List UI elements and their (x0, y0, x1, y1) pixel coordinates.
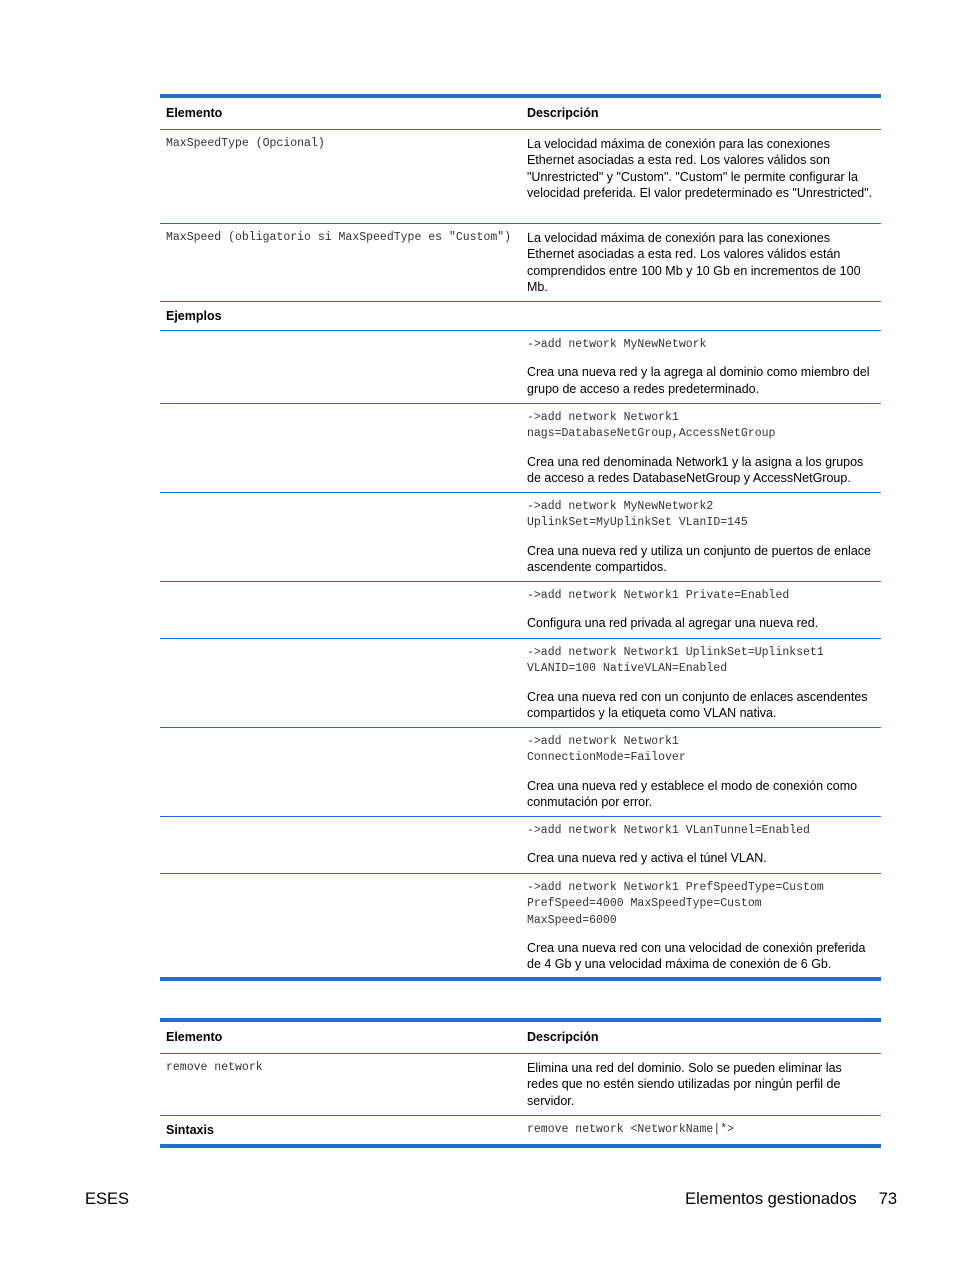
footer-section: Elementos gestionados (685, 1190, 857, 1208)
example-command: ->add network Network1 VLanTunnel=Enabled (527, 824, 810, 837)
example-row (160, 728, 881, 816)
footer-section-page (685, 1190, 897, 1209)
syntax-row (160, 1116, 881, 1144)
table-row (160, 130, 881, 223)
example-row (160, 493, 881, 581)
empty-cell (160, 582, 521, 638)
desc-maxspeedtype: La velocidad máxima de conexión para las conexiones Ethernet asociadas a esta red. Los valores válidos son "Unrestricted" y "Custom". "Custom" le permite configurar la velocidad preferida. El valor predeterminado es "Unrestricted". (527, 137, 873, 200)
example-command: ->add network MyNewNetwork2 UplinkSet=MyUplinkSet VLanID=145 (527, 500, 748, 530)
item-maxspeedtype: MaxSpeedType (Opcional) (166, 137, 325, 150)
example-description: Crea una nueva red y utiliza un conjunto de puertos de enlace ascendente compartidos. (527, 543, 871, 574)
header-descripcion: Descripción (527, 1030, 599, 1044)
example-row (160, 639, 881, 727)
empty-cell (160, 404, 521, 492)
footer-locale: ESES (85, 1190, 130, 1208)
empty-cell (160, 639, 521, 727)
table-bottom-rule (160, 977, 881, 981)
examples-label: Ejemplos (166, 309, 222, 323)
empty-cell (160, 728, 521, 816)
empty-cell (160, 493, 521, 581)
example-row (160, 817, 881, 873)
table-add-network (160, 94, 881, 981)
example-command: ->add network Network1 nags=DatabaseNetGroup,AccessNetGroup (527, 411, 776, 441)
example-command: ->add network Network1 UplinkSet=Uplinkset1 VLANID=100 NativeVLAN=Enabled (527, 646, 824, 676)
table-header (160, 1022, 881, 1053)
example-description: Crea una red denominada Network1 y la asigna a los grupos de acceso a redes DatabaseNetGroup y AccessNetGroup. (527, 454, 864, 485)
example-row (160, 404, 881, 492)
syntax-command: remove network <NetworkName|*> (527, 1123, 735, 1136)
example-row (160, 874, 881, 977)
item-maxspeed: MaxSpeed (obligatorio si MaxSpeedType es "Custom") (166, 231, 512, 244)
syntax-label: Sintaxis (166, 1123, 214, 1137)
example-row (160, 331, 881, 403)
header-elemento: Elemento (166, 1030, 223, 1044)
example-description: Configura una red privada al agregar una nueva red. (527, 616, 819, 631)
table-bottom-rule (160, 1144, 881, 1148)
header-elemento: Elemento (166, 106, 223, 120)
example-description: Crea una nueva red y activa el túnel VLAN. (527, 851, 767, 866)
empty-cell (521, 302, 881, 330)
table-remove-network (160, 1018, 881, 1148)
example-command: ->add network Network1 ConnectionMode=Failover (527, 735, 686, 765)
example-command: ->add network Network1 Private=Enabled (527, 589, 790, 602)
empty-cell (160, 874, 521, 977)
table-row (160, 1054, 881, 1115)
header-descripcion: Descripción (527, 106, 599, 120)
example-command: ->add network Network1 PrefSpeedType=Custom PrefSpeed=4000 MaxSpeedType=Custom MaxSpeed=6000 (527, 881, 824, 927)
empty-cell (160, 331, 521, 403)
empty-cell (160, 817, 521, 873)
table-header (160, 98, 881, 129)
table-row (160, 224, 881, 301)
desc-remove-network: Elimina una red del dominio. Solo se pueden eliminar las redes que no estén siendo utilizadas por ningún perfil de servidor. (527, 1061, 842, 1108)
item-remove-network: remove network (166, 1061, 263, 1074)
page-number: 73 (878, 1190, 897, 1208)
desc-maxspeed: La velocidad máxima de conexión para las conexiones Ethernet asociadas a esta red. Los valores válidos están comprendidos entre 100 Mb y 10 Gb en incrementos de 100 Mb. (527, 231, 861, 294)
example-description: Crea una nueva red con un conjunto de enlaces ascendentes compartidos y la etiqueta como VLAN nativa. (527, 689, 868, 720)
examples-row (160, 302, 881, 330)
example-command: ->add network MyNewNetwork (527, 338, 707, 351)
example-description: Crea una nueva red y la agrega al dominio como miembro del grupo de acceso a redes predeterminado. (527, 365, 870, 396)
example-description: Crea una nueva red con una velocidad de conexión preferida de 4 Gb y una velocidad máxima de conexión de 6 Gb. (527, 940, 866, 972)
example-description: Crea una nueva red y establece el modo de conexión como conmutación por error. (527, 778, 858, 809)
example-row (160, 582, 881, 638)
